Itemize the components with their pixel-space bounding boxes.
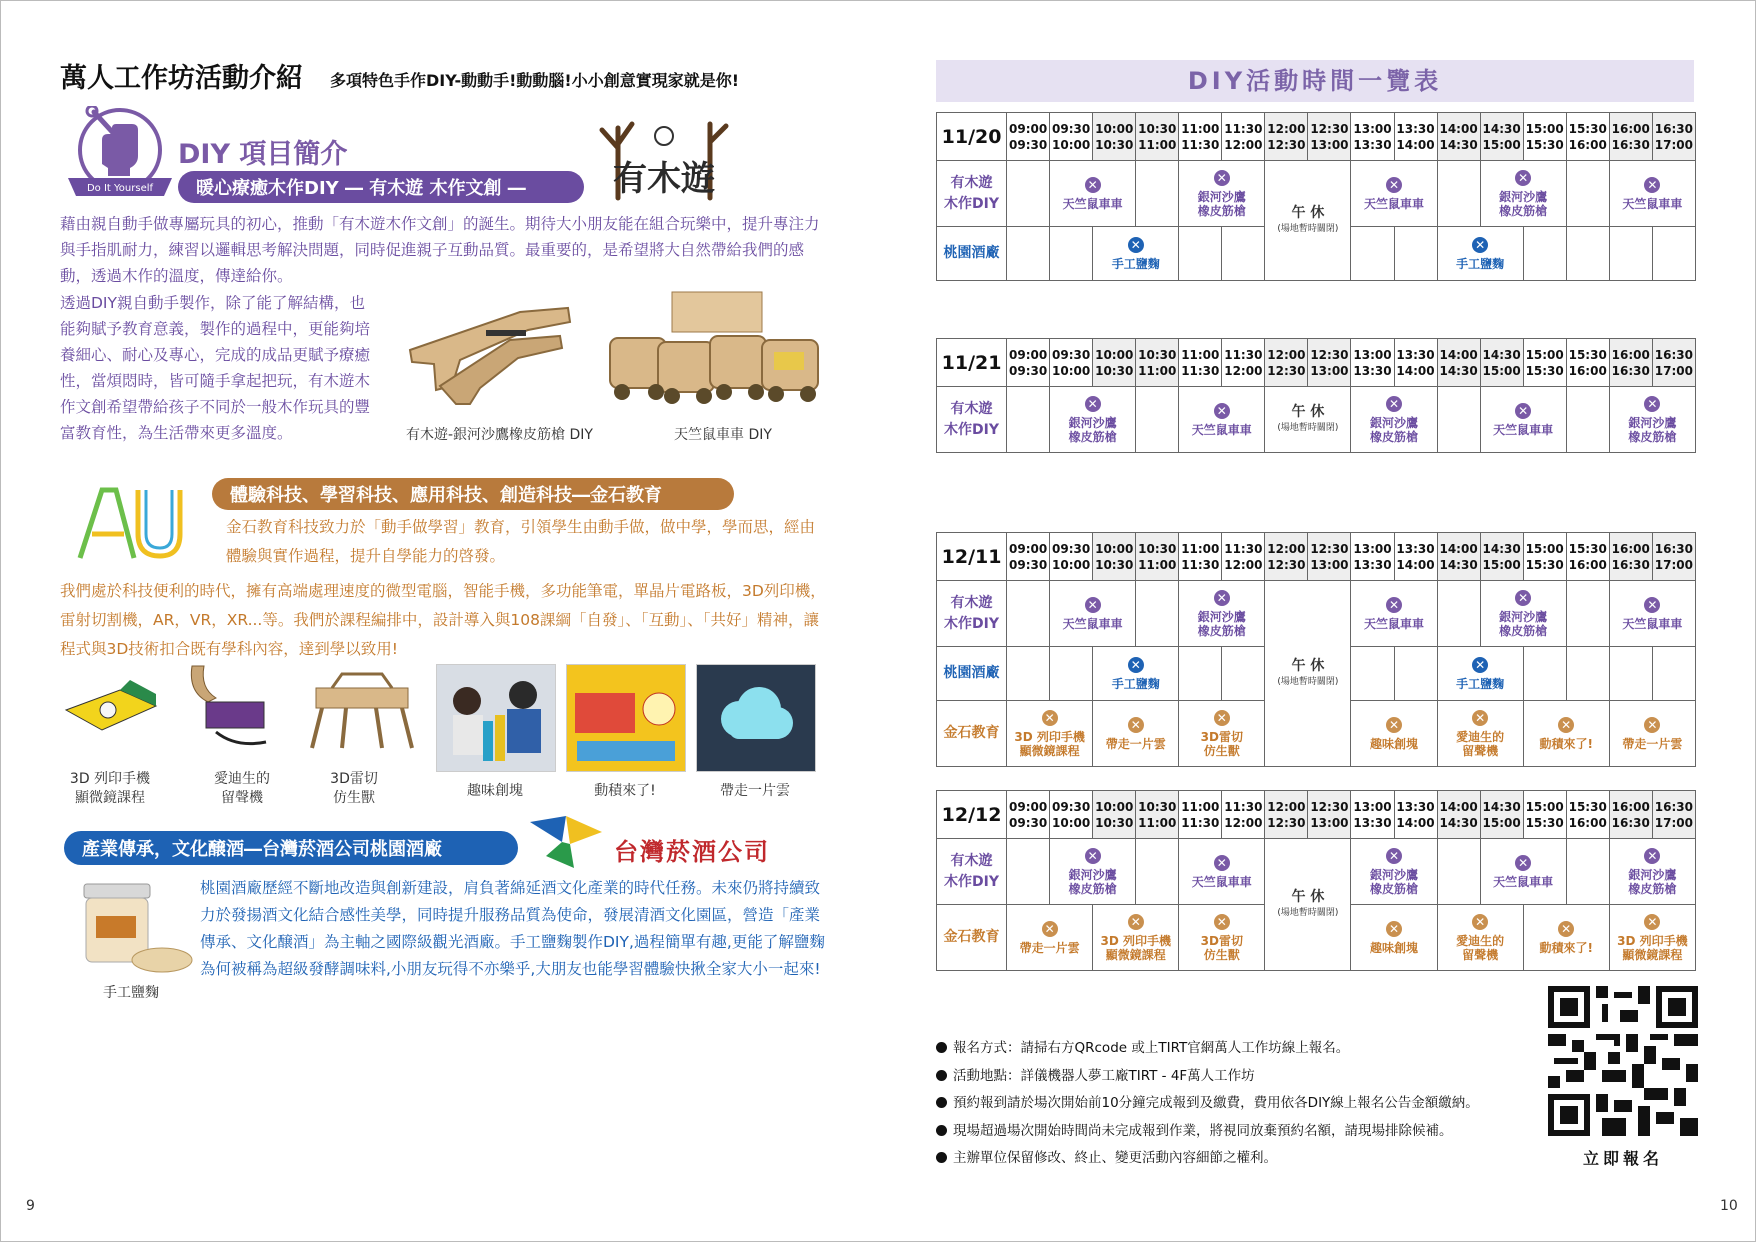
wine-row: 桃園酒廠 ✕ 手工鹽麴 ✕ 手工鹽麴	[937, 647, 1696, 701]
note-rights: 主辦單位保留修改、終止、變更活動內容細節之權利。	[936, 1146, 1277, 1166]
wine-body-paragraph: 桃園酒廠歷經不斷地改造與創新建設，肩負著綿延酒文化產業的時代任務。未來仍將持續致力於發揚酒文化結合感性美學，同時提升服務品質為使命，發展清酒文化園區，營造「產業傳承、文化醸酒」為主軸之國際級觀光酒廠。手工鹽麴製作DIY,過程簡單有趣,更能了解鹽麴為何被稱為超級發酵調味料,小朋友玩得不亦樂乎,大朋友也能學習體驗快揪全家大小一起來!	[200, 879, 825, 978]
diy-section-heading: DIY 項目簡介	[178, 139, 348, 170]
wrench-icon: ✕	[1386, 396, 1402, 412]
wrench-icon: ✕	[1386, 921, 1402, 937]
cars-caption: 天竺鼠車車 DIY	[674, 427, 772, 443]
schedule-table-1121	[936, 338, 1696, 453]
bullet-icon	[936, 1097, 947, 1108]
wrench-icon: ✕	[1644, 396, 1660, 412]
tech-section-pill: 體驗科技、學習科技、應用科技、創造科技―金石教育	[212, 478, 734, 510]
wrench-icon: ✕	[1644, 717, 1660, 733]
wood-row: 有木遊 木作DIY ✕ 天竺鼠車車 ✕ 銀河沙鷹 橡皮筋槍 午 休 (場地暫時關閉) ✕ 天竺鼠車車 ✕ 銀河沙鷹 橡皮筋槍 ✕ 天竺鼠車車	[937, 161, 1696, 227]
moving-blocks-photo	[566, 664, 686, 772]
bullet-icon	[936, 1042, 947, 1053]
wrench-icon: ✕	[1558, 921, 1574, 937]
wrench-icon: ✕	[1472, 657, 1488, 673]
fun-blocks-photo	[436, 664, 556, 772]
wood-row: 有木遊 木作DIY ✕ 銀河沙鷹 橡皮筋槍 ✕ 天竺鼠車車 午 休 (場地暫時關閉) ✕ 銀河沙鷹 橡皮筋槍 ✕ 天竺鼠車車 ✕ 銀河沙鷹 橡皮筋槍	[937, 387, 1696, 453]
wrench-icon: ✕	[1128, 237, 1144, 253]
wrench-icon: ✕	[1386, 717, 1402, 733]
wrench-icon: ✕	[1214, 855, 1230, 871]
gun-caption: 有木遊-銀河沙鷹橡皮筋槍 DIY	[406, 427, 593, 443]
wrench-icon: ✕	[1644, 914, 1660, 930]
wine-row: 桃園酒廠 ✕ 手工鹽麴 ✕ 手工鹽麴	[937, 227, 1696, 281]
wrench-icon: ✕	[1558, 717, 1574, 733]
wood-intro-paragraph: 藉由親自動手做專屬玩具的初心，推動「有木遊木作文創」的誕生。期待大小朋友能在組合玩樂中，提升專注力與手指肌耐力，練習以邏輯思考解決問題，同時促進親子互動品質。最重要的，是希望將大自然帶給我們的感動，透過木作的溫度，傳達給你。	[60, 215, 820, 285]
note-location: 活動地點：詳儀機器人夢工廠TIRT - 4F萬人工作坊	[936, 1064, 1255, 1084]
wrench-icon: ✕	[1214, 590, 1230, 606]
rubber-band-gun-image	[400, 300, 580, 410]
cloud-lamp-photo	[696, 664, 816, 772]
schedule-table-1120	[936, 112, 1696, 281]
time-header-row: 12/12 09:00 09:30 09:30 10:00 10:00 10:30 10:30 11:00 11:00 11:30 11:30 12:00 12:00 12:30 12:30 13:00 13:00 13:30 13:30 14:00 14:00 14:30 14:30 15:00 15:00 15:30 15:30 16:00 16:00 16:30 16:30 17:00	[937, 791, 1696, 839]
wrench-icon: ✕	[1644, 597, 1660, 613]
schedule-title: DIY活動時間一覽表	[1187, 67, 1443, 95]
jar-caption: 手工鹽麴	[103, 985, 159, 1001]
note-late: 現場超過場次開始時間尚未完成報到作業，將視同放棄預約名額，請現場排除候補。	[936, 1119, 1453, 1139]
wrench-icon: ✕	[1515, 590, 1531, 606]
bullet-icon	[936, 1125, 947, 1136]
wrench-icon: ✕	[1214, 914, 1230, 930]
wrench-icon: ✕	[1085, 848, 1101, 864]
time-header-row: 11/20 09:00 09:30 09:30 10:00 10:00 10:30 10:30 11:00 11:00 11:30 11:30 12:00 12:00 12:30 12:30 13:00 13:00 13:30 13:30 14:00 14:00 14:30 14:30 15:00 15:00 15:30 15:30 16:00 16:00 16:30 16:30 17:00	[937, 113, 1696, 161]
bullet-icon	[936, 1070, 947, 1081]
wrench-icon: ✕	[1214, 403, 1230, 419]
wrench-icon: ✕	[1515, 855, 1531, 871]
note-checkin: 預約報到請於場次開始前10分鐘完成報到及繳費，費用依各DIY線上報名公告金額繳納。	[936, 1091, 1479, 1111]
guinea-pig-cars-image	[602, 286, 828, 414]
schedule-table-1212	[936, 790, 1696, 971]
wrench-icon: ✕	[1128, 657, 1144, 673]
time-header-row: 12/11 09:00 09:30 09:30 10:00 10:00 10:30 10:30 11:00 11:00 11:30 11:30 12:00 12:00 12:30 12:30 13:00 13:00 13:30 13:30 14:00 14:00 14:30 14:30 15:00 15:00 15:30 15:30 16:00 16:00 16:30 16:30 17:00	[937, 533, 1696, 581]
wrench-icon: ✕	[1386, 848, 1402, 864]
wrench-icon: ✕	[1214, 170, 1230, 186]
phonograph-thumb	[186, 662, 282, 752]
wrench-icon: ✕	[1085, 597, 1101, 613]
page-subtitle: 多項特色手作DIY-動動手!動動腦!小小創意實現家就是你!	[330, 71, 740, 90]
wrench-icon: ✕	[1085, 177, 1101, 193]
wrench-icon: ✕	[1644, 177, 1660, 193]
thumb-caption-3: 3D雷切 仿生獸	[330, 771, 378, 806]
page-number-left: 9	[26, 1198, 35, 1214]
thumb-caption-2: 愛迪生的 留聲機	[214, 771, 270, 806]
wrench-icon: ✕	[1386, 597, 1402, 613]
tech-intro-paragraph: 金石教育科技致力於「動手做學習」教育，引領學生由動手做，做中學，學而思，經由體驗與實作過程，提升自學能力的啓發。	[226, 518, 816, 565]
thumb-caption-6: 帶走一片雲	[720, 783, 790, 799]
time-header-row: 11/21 09:00 09:30 09:30 10:00 10:00 10:30 10:30 11:00 11:00 11:30 11:30 12:00 12:00 12:30 12:30 13:00 13:00 13:30 13:30 14:00 14:00 14:30 14:30 15:00 15:00 15:30 15:30 16:00 16:00 16:30 16:30 17:00	[937, 339, 1696, 387]
thumb-caption-5: 動積來了!	[594, 783, 656, 799]
youmuyou-logo-text: 有木遊	[613, 159, 715, 199]
thumb-caption-4: 趣味創塊	[467, 783, 523, 799]
note-registration: 報名方式：請掃右方QRcode 或上TIRT官網萬人工作坊線上報名。	[936, 1036, 1349, 1056]
wrench-icon: ✕	[1085, 396, 1101, 412]
wrench-icon: ✕	[1472, 237, 1488, 253]
wood-row: 有木遊 木作DIY ✕ 銀河沙鷹 橡皮筋槍 ✕ 天竺鼠車車 午 休 (場地暫時關閉) ✕ 銀河沙鷹 橡皮筋槍 ✕ 天竺鼠車車 ✕ 銀河沙鷹 橡皮筋槍	[937, 839, 1696, 905]
diy-fist-icon	[64, 106, 180, 202]
page-title: 萬人工作坊活動介紹	[60, 63, 303, 94]
wine-section-pill: 產業傳承，文化醸酒―台灣菸酒公司桃園酒廠	[64, 831, 518, 865]
wrench-icon: ✕	[1042, 710, 1058, 726]
gold-row: 金石教育 ✕ 3D 列印手機 顯微鏡課程 ✕ 帶走一片雲 ✕ 3D雷切 仿生獸 ✕ 趣味創塊 ✕ 愛迪生的 留聲機 ✕ 動積來了! ✕ 帶走一片雲	[937, 701, 1696, 767]
wrench-icon: ✕	[1644, 848, 1660, 864]
au-logo-text: AU	[126, 526, 128, 527]
bullet-icon	[936, 1152, 947, 1163]
youmuyou-logo	[598, 118, 732, 208]
wrench-icon: ✕	[1515, 170, 1531, 186]
wrench-icon: ✕	[1214, 710, 1230, 726]
thumb-caption-1: 3D 列印手機 顯微鏡課程	[69, 771, 151, 806]
ttl-logo	[526, 812, 606, 870]
laser-beast-thumb	[302, 668, 420, 752]
gold-row: 金石教育 ✕ 帶走一片雲 ✕ 3D 列印手機 顯微鏡課程 ✕ 3D雷切 仿生獸 ✕ 趣味創塊 ✕ 愛迪生的 留聲機 ✕ 動積來了! ✕ 3D 列印手機 顯微鏡課程	[937, 905, 1696, 971]
wood-row: 有木遊 木作DIY ✕ 天竺鼠車車 ✕ 銀河沙鷹 橡皮筋槍 午 休 (場地暫時關閉) ✕ 天竺鼠車車 ✕ 銀河沙鷹 橡皮筋槍 ✕ 天竺鼠車車	[937, 581, 1696, 647]
ttl-company-name: 台灣菸酒公司	[614, 838, 770, 866]
au-education-logo	[72, 482, 190, 562]
microscope-thumb	[60, 670, 160, 750]
qr-register-label: 立即報名	[1582, 1149, 1663, 1168]
diy-logo-text: Do It Yourself	[86, 183, 154, 194]
wrench-icon: ✕	[1472, 710, 1488, 726]
wrench-icon: ✕	[1128, 717, 1144, 733]
wrench-icon: ✕	[1472, 914, 1488, 930]
tech-body-paragraph: 我們處於科技便利的時代，擁有高端處理速度的微型電腦，智能手機，多功能筆電，單晶片電路板，3D列印機，雷射切割機，AR，VR，XR...等。我們於課程編排中，設計導入與108課綱「自發」、「互動」、「共好」精神，讓程式與3D技術扣合既有學科內容，達到學以致用!	[60, 582, 826, 658]
salt-koji-jar-image	[74, 878, 194, 978]
wrench-icon: ✕	[1042, 921, 1058, 937]
wrench-icon: ✕	[1515, 403, 1531, 419]
schedule-table-1211	[936, 532, 1696, 767]
wrench-icon: ✕	[1128, 914, 1144, 930]
registration-qr-code[interactable]	[1548, 986, 1698, 1136]
page-number-right: 10	[1720, 1198, 1738, 1214]
wood-section-pill: 暖心療癒木作DIY ― 有木遊 木作文創 ―	[178, 171, 584, 203]
wrench-icon: ✕	[1386, 177, 1402, 193]
wood-body-paragraph: 透過DIY親自動手製作，除了能了解結構，也能夠賦予教育意義，製作的過程中，更能夠培養細心、耐心及專心，完成的成品更賦予療癒性，當煩悶時，皆可隨手拿起把玩，有木遊木作文創希望帶給孩子不同於一般木作玩具的豐富教育性，為生活帶來更多溫度。	[60, 294, 371, 442]
